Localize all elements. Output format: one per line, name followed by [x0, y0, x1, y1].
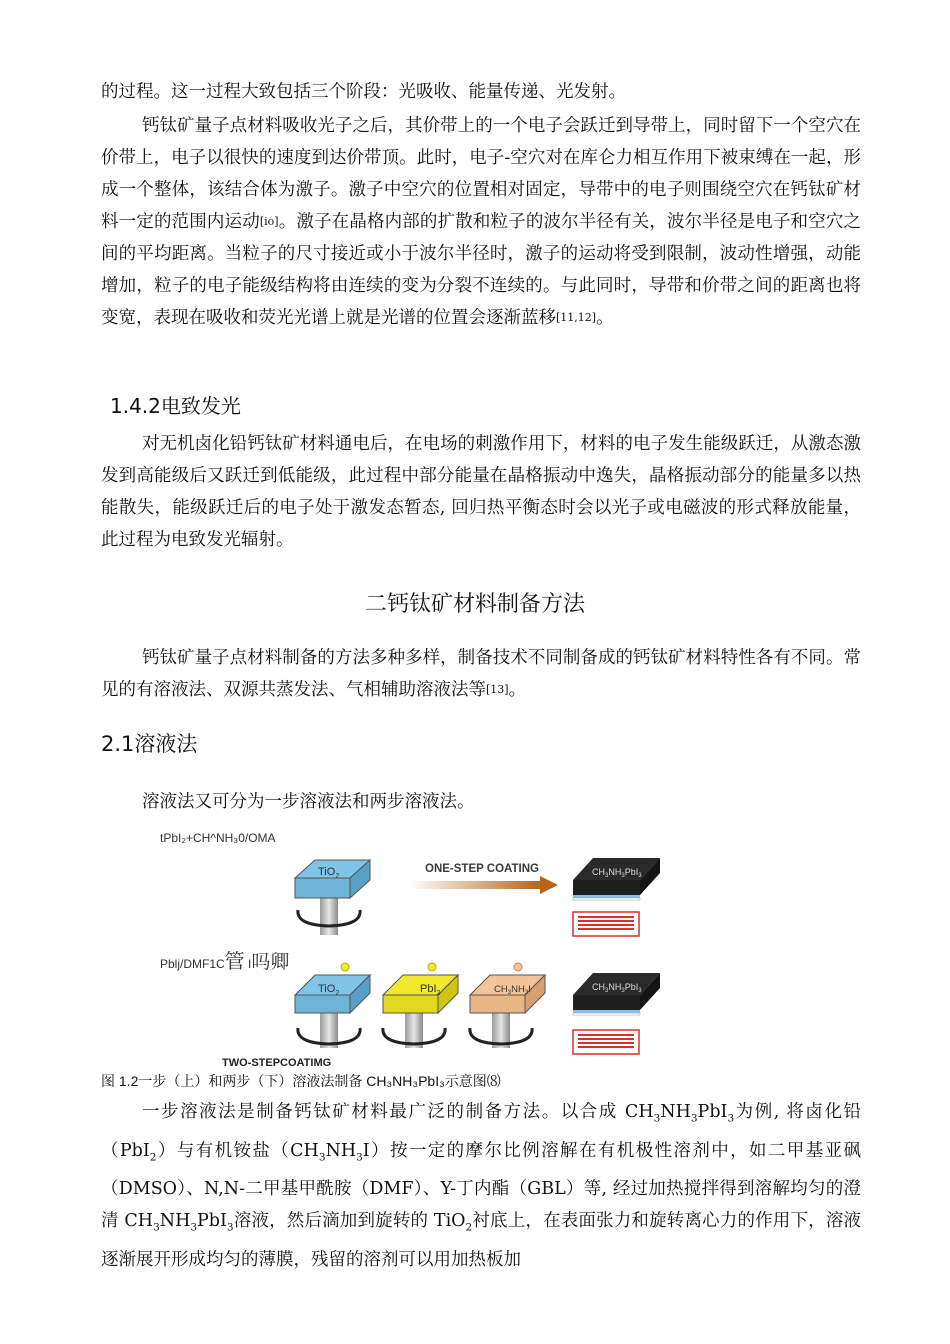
citation-11-12[interactable]: [11,12]	[556, 311, 597, 324]
para4-end: 。	[508, 680, 527, 700]
paragraph-1: 的过程。这一过程大致包括三个阶段：光吸收、能量传递、光发射。	[101, 82, 626, 102]
arrow-head-icon	[540, 876, 558, 894]
droplet-icon	[428, 963, 436, 971]
citation-13[interactable]: [13]	[486, 683, 509, 696]
film-label-bottom: $CH_3NH_3PbI_3$	[592, 982, 642, 994]
para2-text-b: 。激子在晶格内部的扩散和粒子的波尔半径有关，波尔半径是电子和空穴之间的平均距离。当粒子的尺寸接近或小于波尔半径时，激子的运动将受到限制，波动性增强，动能增加，粒子的电子能级结构将由连续的变为分裂不连续的。与此同时，导带和价带之间的距离也将变宽，表现在吸收和荧光光谱上就是光谱的位置会逐渐蓝移	[101, 212, 861, 328]
chapter-heading-2: 二钙钛矿材料制备方法	[364, 592, 585, 617]
one-step-film	[573, 858, 660, 900]
section-heading-2-1: 2.1溶液法	[101, 732, 198, 756]
tio2-label-2: TiO$_2$	[318, 983, 340, 997]
droplet-icon	[341, 963, 349, 971]
paragraph-3: 对无机卤化铅钙钛矿材料通电后，在电场的刺激作用下，材料的电子发生能级跃迁，从激态激发到高能级后又跃迁到低能级，此过程中部分能量在晶格振动中逸失，晶格振动部分的能量多以热能散失，能级跃迁后的电子处于激发态暂态, 回归热平衡态时会以光子或电磁波的形式释放能量，此过程为电致发光辐射。	[101, 434, 861, 550]
figure-label-mid: Pblj/DMF1C管 I吗卿	[160, 951, 290, 973]
para2-text-a: 钙钛矿量子点材料吸收光子之后，其价带上的一个电子会跃迁到导带上，同时留下一个空穴在价带上，电子以很快的速度到达价带顶。此时，电子-空穴对在库仑力相互作用下被束缚在一起，形成一个整体，该结合体为激子。激子中空穴的位置相对固定，导带中的电子则围绕空穴在钙钛矿材料一定的范围内运动	[101, 116, 861, 232]
one-step-arrow	[410, 881, 540, 889]
para4-text: 钙钛矿量子点材料制备的方法多种多样，制备技术不同制备成的钙钛矿材料特性各有不同。常见的有溶液法、双源共蒸发法、气相辅助溶液法等	[101, 648, 861, 700]
figure-label-bottom: TWO-STEPCOATIMG	[222, 1057, 332, 1069]
one-step-label: ONE-STEP COATING	[425, 863, 539, 875]
heater-icon-bottom	[573, 1030, 639, 1054]
heater-icon-top	[573, 912, 639, 936]
two-step-film	[573, 973, 660, 1015]
figure-caption: 图 1.2一步（上）和两步（下）溶液法制备 CH₃NH₃PbI₃示意图⑻	[101, 1073, 501, 1089]
mai-label: $CH_3NH_3I$	[494, 984, 531, 996]
citation-10[interactable]: [io]	[259, 215, 279, 228]
para2-end: 。	[596, 308, 614, 328]
pbi2-label: PbI$_2$	[420, 983, 441, 997]
tio2-label: TiO$_2$	[318, 866, 340, 880]
paragraph-6: 一步溶液法是制备钙钛矿材料最广泛的制备方法。以合成 $CH_3NH_3PbI_3$为例, 将卤化铅（PbI$_2$）与有机铵盐$(CH_3NH_3I)$按一定的摩尔比例溶解在有机极性溶剂中，如二甲基亚砜（DMSO）、N,N-二甲基甲酰胺（DMF）、Y-丁内酯（GBL）等, 经过加热搅拌得到溶解均匀的澄清 $CH_3NH_3PbI_3$溶液，然后滴加到旋转的 TiO$_2$衬底上，在表面张力和旋转离心力的作用下，溶液逐渐展开形成均匀的薄膜，残留的溶剂可以用加热板加	[101, 1102, 861, 1270]
film-label-top: $CH_3NH_3PbI_3$	[592, 867, 642, 879]
section-heading-1-4-2: 1.4.2电致发光	[110, 394, 241, 418]
droplet-icon	[514, 963, 522, 971]
paragraph-5: 溶液法又可分为一步溶液法和两步溶液法。	[142, 792, 475, 812]
figure-label-top: tPbI₂+CH^NH₃0/OMA	[160, 831, 276, 845]
